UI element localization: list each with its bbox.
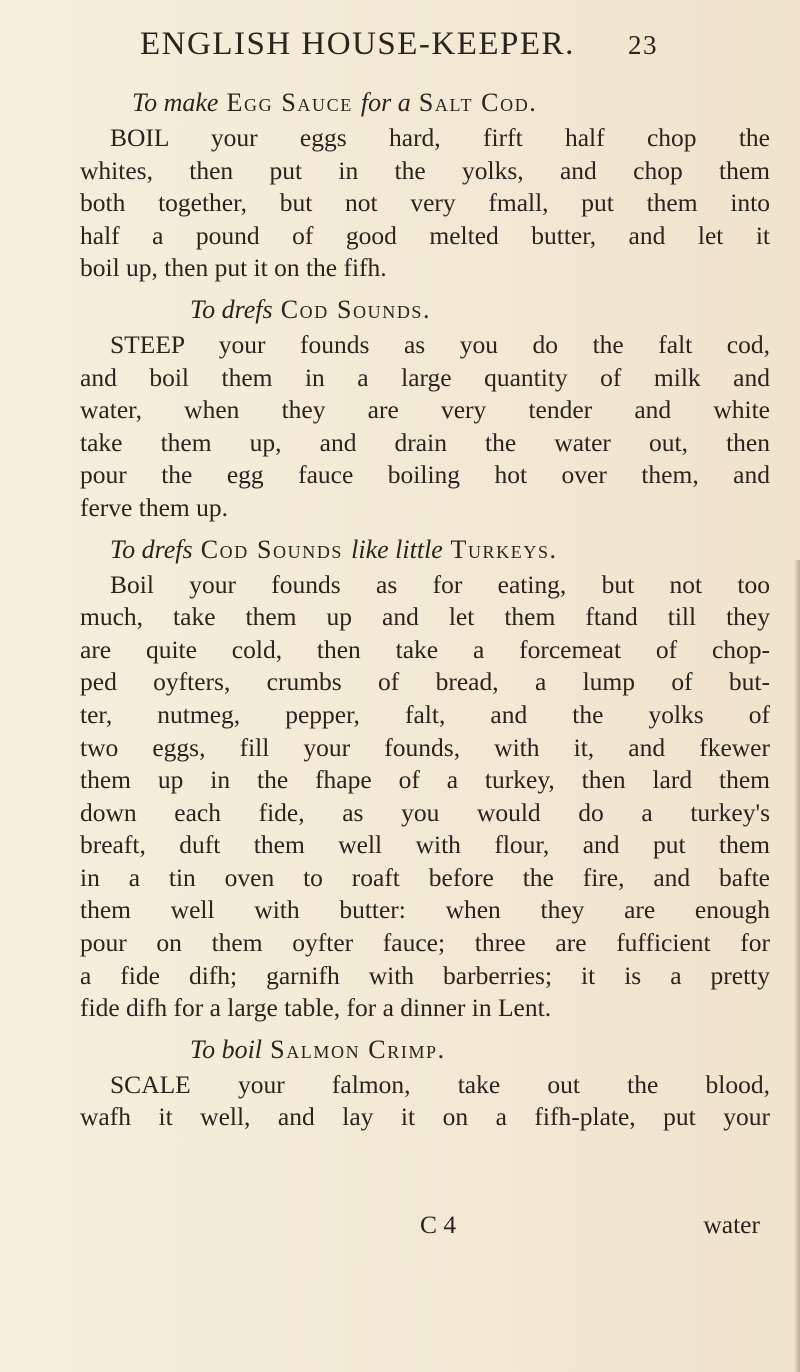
recipe-heading (190, 1035, 770, 1065)
text-line: BOIL your eggs hard, firft half chop the (110, 123, 770, 152)
catchword: water (703, 1210, 760, 1239)
heading-title: Cod Sounds (200, 534, 344, 564)
recipe-text (80, 329, 770, 525)
text-line: pour the egg fauce boiling hot over them, and (80, 460, 770, 490)
heading-prefix: To boil (190, 1034, 263, 1064)
text-line: much, take them up and let them ftand till they (80, 602, 770, 632)
text-line: water, when they are very tender and white (80, 395, 770, 425)
heading-connector: for a (360, 88, 411, 117)
text-line: take them up, and drain the water out, then (80, 427, 770, 457)
text-line: pour on them oyfter fauce; three are fufficient for (80, 928, 770, 958)
heading-title: Egg Sauce (226, 88, 353, 117)
recipe-cod-sounds-turkeys (80, 535, 770, 1025)
page-edge-shadow (794, 560, 800, 1372)
text-line: down each fide, as you would do a turkey's (80, 797, 770, 827)
text-line: a fide difh; garnifh with barberries; it is a pretty (80, 960, 770, 990)
text-line: are quite cold, then take a forcemeat of chop- (80, 634, 770, 664)
page-number: 23 (628, 30, 658, 60)
page-body (80, 88, 770, 1134)
text-line: half a pound of good melted butter, and let it (80, 220, 770, 250)
heading-title-tail: Salt Cod. (418, 88, 538, 117)
heading-title: Salmon Crimp. (270, 1034, 446, 1064)
text-line: in a tin oven to roaft before the fire, and bafte (80, 862, 770, 892)
text-line: and boil them in a large quantity of milk and (80, 362, 770, 392)
recipe-text (80, 569, 770, 1025)
recipe-heading (190, 295, 770, 325)
text-line: breaft, duft them well with flour, and put them (80, 830, 770, 860)
text-line: two eggs, fill your founds, with it, and fkewer (80, 732, 770, 762)
recipe-egg-sauce (80, 88, 770, 285)
text-line: SCALE your falmon, take out the blood, (110, 1069, 770, 1099)
heading-prefix: To drefs (190, 294, 273, 324)
text-line: them up in the fhape of a turkey, then lard them (80, 765, 770, 795)
text-line: ter, nutmeg, pepper, falt, and the yolks of (80, 699, 770, 729)
heading-title-tail: Turkeys. (450, 534, 558, 564)
text-line: wafh it well, and lay it on a fifh-plate, put your (80, 1102, 770, 1132)
recipe-heading (132, 88, 770, 118)
recipe-text (80, 1069, 770, 1134)
heading-connector: like little (351, 534, 443, 564)
recipe-cod-sounds (80, 295, 770, 525)
text-line: whites, then put in the yolks, and chop them (80, 155, 770, 185)
text-line: Boil your founds as for eating, but not too (110, 569, 770, 599)
text-line: them well with butter: when they are enough (80, 895, 770, 925)
header-title: ENGLISH HOUSE-KEEPER. (140, 26, 575, 62)
text-line: boil up, then put it on the fifh. (80, 253, 387, 283)
text-line: fide difh for a large table, for a dinner in Lent. (80, 993, 552, 1023)
heading-prefix: To make (132, 88, 219, 117)
heading-title: Cod Sounds. (280, 294, 432, 324)
text-line: STEEP your founds as you do the falt cod, (110, 329, 770, 359)
text-line: both together, but not very fmall, put them into (80, 188, 770, 218)
recipe-text (80, 122, 770, 285)
text-line: ferve them up. (80, 492, 228, 522)
signature-mark: C 4 (420, 1210, 457, 1239)
recipe-salmon-crimp (80, 1035, 770, 1134)
running-header (140, 26, 700, 63)
recipe-heading (110, 535, 770, 565)
text-line: ped oyfters, crumbs of bread, a lump of but- (80, 667, 770, 697)
heading-prefix: To drefs (110, 534, 193, 564)
